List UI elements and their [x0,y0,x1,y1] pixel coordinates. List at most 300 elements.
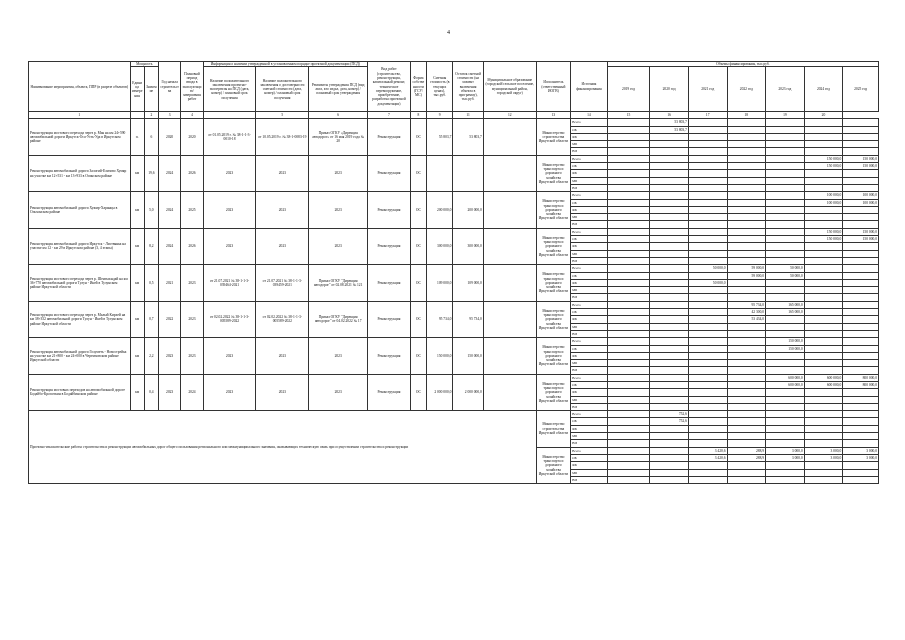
funding-value [727,330,766,337]
funding-value: 95 734,0 [727,301,766,308]
funding-value [727,425,766,432]
funding-value [727,228,766,235]
funding-value [727,440,766,447]
source-label: ВИ [571,403,608,410]
funding-value [727,287,766,294]
remaining-cost: 95 734,0 [453,301,483,337]
year-end: 2026 [181,228,203,264]
funding-value [727,199,766,206]
table-row [29,301,879,308]
funding-value [607,236,650,243]
funding-value [804,184,843,191]
remaining-cost: 150 000,0 [453,338,483,374]
funding-value [607,425,650,432]
funding-value: 288,9 [727,447,766,454]
funding-value [650,250,689,257]
funding-value [804,425,843,432]
source-label: ВИ [571,257,608,264]
funding-value [688,396,727,403]
funding-value [727,163,766,170]
funding-value [727,236,766,243]
funding-value [727,418,766,425]
funding-value [688,381,727,388]
funding-value [843,141,879,148]
funding-value [650,403,689,410]
funding-value [766,133,805,140]
funding-value [766,418,805,425]
funding-value [804,170,843,177]
source-label: ФБ [571,316,608,323]
header-year: 2025 год [843,67,879,112]
funding-value [607,184,650,191]
source-label: ОБ [571,199,608,206]
funding-value [607,265,650,272]
funding-value [804,141,843,148]
column-number: 5 [256,112,309,119]
source-label: ФБ [571,206,608,213]
source-label: ВИ [571,330,608,337]
municipality [483,374,536,410]
funding-value [804,403,843,410]
source-label: МБ [571,177,608,184]
funding-value [650,352,689,359]
funding-value [650,192,689,199]
executor: Министерство строительства Иркутской области [536,411,571,447]
funding-value [650,323,689,330]
psd-approval: 2023 [309,192,368,228]
funding-value [766,170,805,177]
funding-value: 59 000,0 [727,265,766,272]
header-value: Значение [144,67,158,112]
funding-value [650,476,689,483]
funding-value [607,243,650,250]
funding-value [804,440,843,447]
funding-value [766,206,805,213]
table-row [29,119,879,126]
year-end: 2026 [181,155,203,191]
source-label: ФБ [571,462,608,469]
funding-value [607,367,650,374]
header-psd-conclusion: Наличие положительного заключения проектно-экспертизы на ПСД (дата, номер) / плановый срок получения [203,67,256,112]
funding-value [804,338,843,345]
estimated-cost: 55 803,7 [427,119,453,155]
funding-value [607,257,650,264]
source-label: МБ [571,433,608,440]
header-source: Источник финансирования [571,62,608,112]
funding-value: 150 000,0 [766,338,805,345]
funding-value [727,221,766,228]
object-name: Реконструкция мостового перехода через р. Мая на км 24+590 автомобильной дороги Иркутск-Оса-Усть-Уда в Иркутском районе [29,119,131,155]
funding-value [843,316,879,323]
funding-value [688,133,727,140]
funding-value [607,338,650,345]
funding-value [650,279,689,286]
source-label: ОБ [571,381,608,388]
source-label: Всего [571,301,608,308]
year-start: 2020 [158,119,180,155]
funding-value [804,469,843,476]
funding-value [766,433,805,440]
source-label: МБ [571,360,608,367]
funding-value [688,141,727,148]
header-year-start: Год начала строительства [158,62,180,112]
funding-value [688,360,727,367]
executor: Министерство транспорта и дорожного хозяйства Иркутской области [536,301,571,337]
funding-value [607,163,650,170]
funding-value [804,206,843,213]
funding-value [688,221,727,228]
funding-value: 165 000,0 [766,309,805,316]
executor: Министерство транспорта и дорожного хозяйства Иркутской области [536,447,571,483]
executor: Министерство транспорта и дорожного хозяйства Иркутской области [536,155,571,191]
funding-value [688,316,727,323]
funding-value [688,214,727,221]
funding-value [650,184,689,191]
funding-value [843,440,879,447]
funding-value [843,250,879,257]
value: 2,2 [144,338,158,374]
source-label: ФБ [571,352,608,359]
funding-value [688,476,727,483]
header-year: 2020 год [650,67,689,112]
funding-value [688,418,727,425]
source-label: ОБ [571,309,608,316]
funding-value [766,214,805,221]
funding-value [607,170,650,177]
funding-value [688,294,727,301]
funding-value [766,330,805,337]
psd-conclusion: 2023 [203,155,256,191]
funding-value [766,155,805,162]
year-start: 2024 [158,155,180,191]
funding-value [843,476,879,483]
funding-value [650,257,689,264]
funding-value [688,425,727,432]
funding-value [650,133,689,140]
remaining-cost: 2 000 000,0 [453,374,483,410]
funding-value [843,330,879,337]
funding-value [607,214,650,221]
funding-value [688,469,727,476]
funding-value [804,462,843,469]
column-number [203,112,256,119]
funding-value [804,243,843,250]
funding-value [766,199,805,206]
funding-value [727,352,766,359]
psd-conclusion: 2023 [203,338,256,374]
psd-conclusion: от 02.02.2022 № 38-1-1-3-005589-2022 [203,301,256,337]
funding-value [843,214,879,221]
funding-value [650,287,689,294]
funding-value [843,352,879,359]
unit: км [130,265,144,301]
psd-approval: 2023 [309,338,368,374]
funding-value [804,352,843,359]
column-number: 3 [158,112,180,119]
funding-value [766,279,805,286]
header-psd-info: Информация о наличии утвержденной в установленном порядке проектной документации (ПСД) [203,62,368,67]
estimated-cost: 109 000,0 [427,265,453,301]
header-year: 2023 год [766,67,805,112]
funding-value [766,294,805,301]
funding-value: 600 000,0 [804,374,843,381]
source-label: ОБ [571,163,608,170]
funding-value: 3 000,0 [804,454,843,461]
object-name: Реконструкция автомобильной дороги Иркутск - Листвянка на участке км 12 - км 29 в Иркутском районе (3, 4 этапы) [29,228,131,264]
funding-value [804,316,843,323]
estimated-cost: 200 000,0 [427,192,453,228]
funding-value: 53 803,7 [650,126,689,133]
funding-value [766,403,805,410]
header-volumes: Объемы финансирования, тыс.руб. [607,62,878,67]
funding-value [727,184,766,191]
psd-reliability: 2023 [256,192,309,228]
funding-value [607,228,650,235]
estimated-cost: 2 000 000,0 [427,374,453,410]
funding-value [804,221,843,228]
funding-value [727,214,766,221]
estimated-cost: 95 734,0 [427,301,453,337]
funding-value [843,360,879,367]
header-name: Наименование мероприятия, объекта, ППР (в разрезе объектов) [29,62,131,112]
funding-value [766,184,805,191]
funding-value [766,126,805,133]
funding-value [804,148,843,155]
funding-value [843,126,879,133]
source-label: ОБ [571,126,608,133]
funding-value [804,119,843,126]
funding-value [727,155,766,162]
psd-conclusion: 2023 [203,192,256,228]
remaining-cost: 300 000,0 [453,228,483,264]
header-year-commission: Плановый период ввода в эксплуатацию/завершения работ [181,62,203,112]
ownership: ОС [410,265,426,301]
column-number: 11 [453,112,483,119]
remaining-cost [453,155,483,191]
psd-conclusion: 2023 [203,374,256,410]
funding-value: 42 300,0 [727,309,766,316]
funding-value [727,381,766,388]
funding-value [843,462,879,469]
funding-value [688,309,727,316]
funding-value: 3 000,0 [766,447,805,454]
funding-value [804,287,843,294]
funding-value [688,170,727,177]
funding-value [727,411,766,418]
source-label: ОБ [571,454,608,461]
year-end: 2025 [181,192,203,228]
funding-value [650,243,689,250]
header-psd-reliability: Наличие положительного заключения о достоверности сметной стоимости (дата, номер) / плановый срок получения [256,67,309,112]
source-label: ОБ [571,345,608,352]
funding-value [804,279,843,286]
funding-value [650,155,689,162]
source-label: ОБ [571,236,608,243]
funding-value [650,433,689,440]
funding-value [766,462,805,469]
funding-value [804,250,843,257]
funding-value: 752,6 [650,411,689,418]
funding-value: 50 000,0 [766,265,805,272]
year-start: 2021 [158,265,180,301]
works-type: Реконструкция [368,265,411,301]
funding-value [688,352,727,359]
funding-value [688,433,727,440]
funding-value: 53 434,0 [727,316,766,323]
unit: км [130,228,144,264]
funding-value [727,141,766,148]
header-works: Вид работ (строительство, реконструкция, капитальный ремонт, техническое перевооружение, приобретение, разработка проектной документации) [368,62,411,112]
works-type: Реконструкция [368,338,411,374]
funding-value [843,433,879,440]
funding-value [766,192,805,199]
unit: п. [130,119,144,155]
municipality [483,228,536,264]
funding-value [804,265,843,272]
note-text: Проектно-изыскательские работы строительства и реконструкции автомобильных дорог общего пользования регионального или межмуниципального значения, оказывающих техническую связь при осуществлении строительства и реконструкции [29,411,537,484]
header-executor: Исполнитель (ответственный ИОГВ) [536,62,571,112]
source-label: Всего [571,155,608,162]
funding-value [607,155,650,162]
funding-value [607,454,650,461]
funding-value [843,265,879,272]
source-label: ФБ [571,425,608,432]
funding-value [766,425,805,432]
ownership: ОС [410,228,426,264]
funding-value [727,250,766,257]
funding-value [607,294,650,301]
header-year: 2021 год [688,67,727,112]
funding-value [688,287,727,294]
psd-approval: Приказ ОГКУ "Дирекция автодорог" от 02.08.2021 № 121 [309,265,368,301]
source-label: ВИ [571,294,608,301]
funding-value [688,236,727,243]
funding-value [650,440,689,447]
year-start: 2024 [158,228,180,264]
funding-value: 3 000,0 [804,447,843,454]
year-end: 2023 [181,265,203,301]
funding-value [650,141,689,148]
funding-value [607,389,650,396]
unit: км [130,338,144,374]
source-label: ВИ [571,148,608,155]
works-type: Реконструкция [368,119,411,155]
funding-value: 150 000,0 [804,228,843,235]
funding-value [727,170,766,177]
estimated-cost: 300 000,0 [427,228,453,264]
funding-value: 150 000,0 [804,155,843,162]
funding-value [607,396,650,403]
object-name: Реконструкция мостового перехода через р. Малый Кирхей на км 38+352 автомобильной дороги Тулун - Икей в Тулунском районе Иркутской области [29,301,131,337]
source-label: МБ [571,141,608,148]
funding-value [727,345,766,352]
municipality [483,338,536,374]
funding-value [607,192,650,199]
funding-value [727,257,766,264]
funding-value [650,148,689,155]
funding-value [607,403,650,410]
funding-value [607,352,650,359]
funding-value [843,367,879,374]
source-label: ОБ [571,418,608,425]
table-row [29,411,879,418]
funding-value [688,345,727,352]
funding-value: 600 000,0 [766,374,805,381]
source-label: Всего [571,374,608,381]
object-name: Реконструкция мостовых переходов на автомобильной дороге Бодайбо-Кропоткин в Бодайбинском районе [29,374,131,410]
funding-value [650,345,689,352]
funding-value [688,126,727,133]
unit: км [130,155,144,191]
header-year: 2019 год [607,67,650,112]
psd-conclusion: от 21.07.2021 № 38-1-1-3-039464-2021 [203,265,256,301]
funding-value [688,192,727,199]
funding-value [607,126,650,133]
source-label: ФБ [571,133,608,140]
funding-value [843,301,879,308]
funding-value [650,396,689,403]
funding-value [804,177,843,184]
funding-value [650,381,689,388]
source-label: МБ [571,323,608,330]
funding-value [766,148,805,155]
funding-value: 100 000,0 [804,199,843,206]
funding-value [688,338,727,345]
source-label: ФБ [571,243,608,250]
source-label: ВИ [571,440,608,447]
table-row [29,265,879,272]
funding-value [650,462,689,469]
funding-value [766,250,805,257]
funding-value [804,323,843,330]
funding-value [727,403,766,410]
source-label: Всего [571,338,608,345]
funding-value [843,119,879,126]
funding-value [688,243,727,250]
funding-value [727,469,766,476]
year-start: 2023 [158,374,180,410]
funding-value [804,272,843,279]
funding-value [727,126,766,133]
funding-value [804,360,843,367]
column-number: 14 [571,112,608,119]
funding-value [607,381,650,388]
column-number: 7 [368,112,411,119]
funding-value [766,236,805,243]
funding-value [843,418,879,425]
funding-value [650,469,689,476]
funding-value [650,425,689,432]
funding-value [607,272,650,279]
estimated-cost: 150 000,0 [427,338,453,374]
funding-value [727,433,766,440]
value: 6 [144,119,158,155]
funding-value [688,155,727,162]
funding-value [607,279,650,286]
funding-value: 3 420,6 [688,454,727,461]
funding-value [727,476,766,483]
psd-reliability: 2023 [256,338,309,374]
funding-value [688,411,727,418]
works-type: Реконструкция [368,228,411,264]
column-number: 18 [727,112,766,119]
funding-value [766,228,805,235]
executor: Министерство транспорта и дорожного хозяйства Иркутской области [536,265,571,301]
funding-value [650,374,689,381]
funding-value [688,206,727,213]
funding-value [843,425,879,432]
municipality [483,301,536,337]
